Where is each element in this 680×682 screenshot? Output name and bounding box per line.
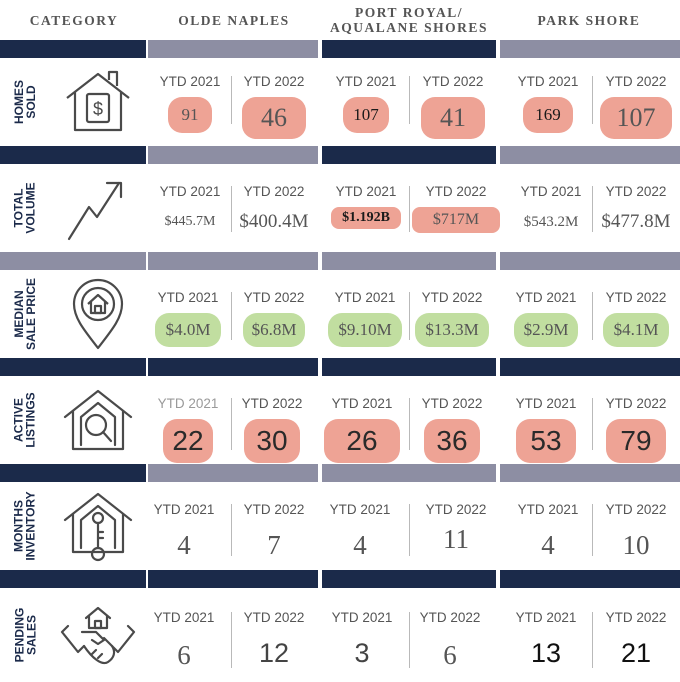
value-2021: 13 bbox=[530, 637, 562, 668]
value-2022: 107 bbox=[600, 97, 672, 139]
ytd-2022-label: YTD 2022 bbox=[605, 184, 667, 199]
ytd-2021-label: YTD 2021 bbox=[329, 502, 391, 517]
row-label-median-sale-price: MEDIAN SALE PRICE bbox=[12, 277, 39, 351]
band-col3 bbox=[500, 40, 680, 58]
value-2022: 36 bbox=[424, 419, 480, 463]
ytd-2021-label: YTD 2021 bbox=[153, 610, 215, 625]
value-2022: 6 bbox=[443, 639, 457, 670]
ytd-2021-label: YTD 2021 bbox=[157, 290, 219, 305]
row-label-active-listings: ACTIVE LISTINGS bbox=[12, 392, 38, 448]
band-col2 bbox=[322, 358, 496, 376]
ytd-2022-label: YTD 2022 bbox=[605, 396, 667, 411]
ytd-2022-label: YTD 2022 bbox=[425, 502, 487, 517]
value-2022: 30 bbox=[244, 419, 300, 463]
value-2022: $4.1M bbox=[603, 313, 669, 347]
value-2022: $400.4M bbox=[239, 211, 309, 232]
house-magnifier-icon bbox=[50, 376, 146, 464]
value-2021: $4.0M bbox=[155, 313, 221, 347]
value-2022: 21 bbox=[620, 637, 652, 668]
ytd-2021-label: YTD 2021 bbox=[517, 502, 579, 517]
ytd-2022-label: YTD 2022 bbox=[605, 74, 667, 89]
band-col1 bbox=[148, 570, 318, 588]
band-col2 bbox=[322, 146, 496, 164]
divider bbox=[231, 504, 232, 556]
ytd-2022-label: YTD 2022 bbox=[605, 502, 667, 517]
ytd-2021-label: YTD 2021 bbox=[515, 396, 577, 411]
ytd-2022-label: YTD 2022 bbox=[243, 290, 305, 305]
value-2022: 10 bbox=[622, 529, 650, 560]
location-pin-house-icon bbox=[50, 270, 146, 358]
value-2021: 91 bbox=[168, 97, 212, 133]
ytd-2021-label: YTD 2021 bbox=[515, 610, 577, 625]
ytd-2022-label: YTD 2022 bbox=[243, 74, 305, 89]
value-2021: 4 bbox=[177, 529, 191, 560]
ytd-2022-label: YTD 2022 bbox=[243, 610, 305, 625]
band-left bbox=[0, 146, 146, 164]
divider bbox=[592, 398, 593, 450]
band-col3 bbox=[500, 358, 680, 376]
ytd-2021-label: YTD 2021 bbox=[335, 74, 397, 89]
band-col1 bbox=[148, 40, 318, 58]
value-2022: 79 bbox=[606, 419, 666, 463]
value-2022: 12 bbox=[258, 637, 290, 668]
value-2021: 26 bbox=[324, 419, 400, 463]
ytd-2021-label: YTD 2021 bbox=[520, 184, 582, 199]
band-col2 bbox=[322, 570, 496, 588]
handshake-house-icon bbox=[50, 592, 146, 680]
ytd-2021-label: YTD 2021 bbox=[334, 290, 396, 305]
ytd-2022-label: YTD 2022 bbox=[605, 290, 667, 305]
value-2021: 4 bbox=[541, 529, 555, 560]
row-label-total-volume: TOTAL VOLUME bbox=[12, 182, 38, 234]
ytd-2022-label: YTD 2022 bbox=[421, 290, 483, 305]
ytd-2021-label: YTD 2021 bbox=[159, 184, 221, 199]
band-col1 bbox=[148, 146, 318, 164]
house-key-icon bbox=[50, 482, 146, 570]
band-left bbox=[0, 358, 146, 376]
ytd-2022-label: YTD 2022 bbox=[425, 184, 487, 199]
divider bbox=[592, 504, 593, 556]
ytd-2022-label: YTD 2022 bbox=[422, 74, 484, 89]
divider bbox=[231, 292, 232, 340]
value-2021: 169 bbox=[523, 97, 573, 133]
band-col3 bbox=[500, 570, 680, 588]
band-left bbox=[0, 40, 146, 58]
divider bbox=[409, 504, 410, 556]
band-left bbox=[0, 570, 146, 588]
svg-text:$: $ bbox=[92, 99, 104, 119]
value-2022: 41 bbox=[421, 97, 485, 139]
band-left bbox=[0, 252, 146, 270]
row-label-months-inventory: MONTHS INVENTORY bbox=[12, 491, 39, 561]
value-2021: $445.7M bbox=[164, 214, 216, 229]
value-2021: $543.2M bbox=[523, 213, 579, 230]
divider bbox=[409, 292, 410, 340]
row-label-pending-sales: PENDING SALES bbox=[12, 607, 38, 663]
ytd-2022-label: YTD 2022 bbox=[243, 502, 305, 517]
header-park-shore: PARK SHORE bbox=[537, 12, 641, 28]
ytd-2022-label: YTD 2022 bbox=[421, 396, 483, 411]
ytd-2022-label: YTD 2022 bbox=[605, 610, 667, 625]
ytd-2021-label: YTD 2021 bbox=[331, 396, 393, 411]
value-2021: 107 bbox=[343, 97, 389, 133]
divider bbox=[231, 612, 232, 668]
value-2022: 11 bbox=[443, 523, 469, 554]
value-2021: 4 bbox=[353, 529, 367, 560]
value-2022: $6.8M bbox=[243, 313, 305, 347]
band-col1 bbox=[148, 464, 318, 482]
value-2021: 6 bbox=[177, 639, 191, 670]
value-2022: 46 bbox=[242, 97, 306, 139]
ytd-2021-label: YTD 2021 bbox=[335, 184, 397, 199]
ytd-2022-label: YTD 2022 bbox=[243, 184, 305, 199]
row-label-homes-sold: HOMES SOLD bbox=[11, 79, 38, 125]
value-2021: $1.192B bbox=[331, 207, 401, 229]
band-col3 bbox=[500, 464, 680, 482]
header-port-royal: PORT ROYAL/ AQUALANE SHORES bbox=[330, 5, 488, 35]
ytd-2021-label: YTD 2021 bbox=[515, 290, 577, 305]
trend-up-arrow-icon bbox=[50, 164, 146, 252]
value-2021: 53 bbox=[516, 419, 576, 463]
band-col2 bbox=[322, 464, 496, 482]
ytd-2022-label: YTD 2022 bbox=[241, 396, 303, 411]
band-col2 bbox=[322, 40, 496, 58]
ytd-2021-label: YTD 2021 bbox=[157, 396, 219, 411]
divider bbox=[592, 186, 593, 232]
ytd-2021-label: YTD 2021 bbox=[517, 74, 579, 89]
divider bbox=[409, 398, 410, 450]
divider bbox=[592, 292, 593, 340]
value-2022: $477.8M bbox=[601, 211, 671, 232]
header-olde-naples: OLDE NAPLES bbox=[178, 12, 290, 28]
band-col3 bbox=[500, 252, 680, 270]
divider bbox=[592, 76, 593, 124]
ytd-2021-label: YTD 2021 bbox=[331, 610, 393, 625]
ytd-2022-label: YTD 2022 bbox=[419, 610, 481, 625]
value-2021: 3 bbox=[354, 637, 370, 668]
value-2021: 22 bbox=[163, 419, 213, 463]
band-col2 bbox=[322, 252, 496, 270]
value-2022: $717M bbox=[412, 207, 500, 233]
header-category: CATEGORY bbox=[29, 12, 119, 28]
value-2021: $2.9M bbox=[514, 313, 578, 347]
value-2021: $9.10M bbox=[328, 313, 402, 347]
band-left bbox=[0, 464, 146, 482]
ytd-2021-label: YTD 2021 bbox=[153, 502, 215, 517]
value-2022: 7 bbox=[267, 529, 281, 560]
divider bbox=[592, 612, 593, 668]
house-dollar-icon bbox=[50, 58, 146, 146]
ytd-2021-label: YTD 2021 bbox=[159, 74, 221, 89]
band-col1 bbox=[148, 358, 318, 376]
band-col3 bbox=[500, 146, 680, 164]
value-2022: $13.3M bbox=[415, 313, 489, 347]
band-col1 bbox=[148, 252, 318, 270]
